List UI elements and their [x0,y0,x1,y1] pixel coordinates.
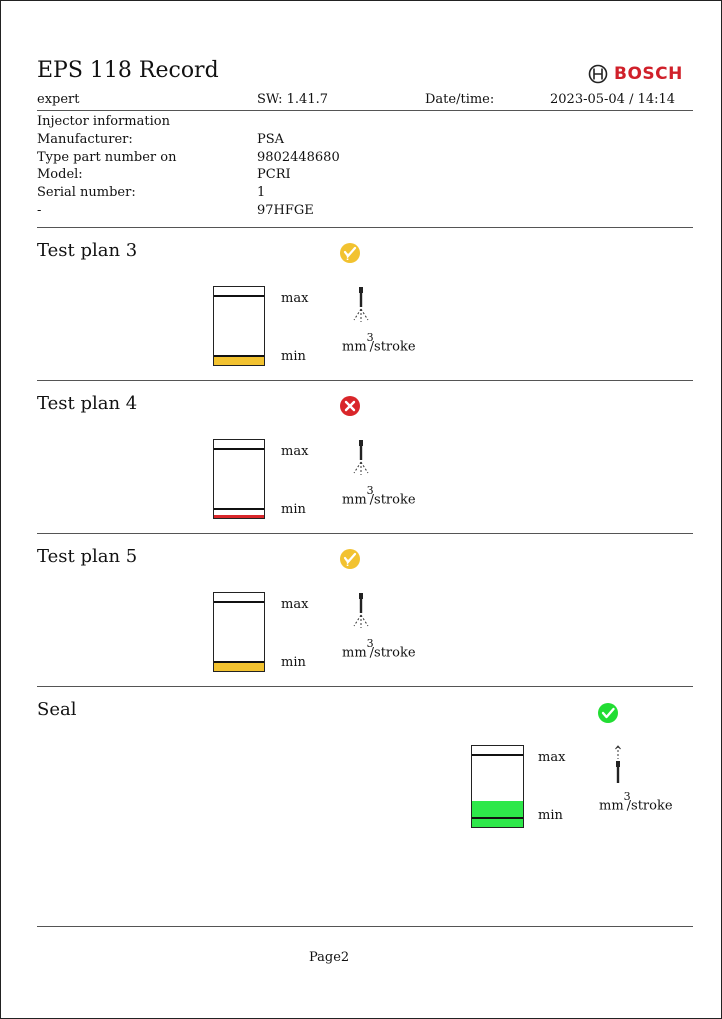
injector-spray-icon [350,592,372,632]
section-divider [37,380,693,381]
injector-value-model: PCRI [257,167,291,182]
gauge-max-line [214,448,264,450]
injector-spray-icon [350,439,372,479]
test-plan-5-title: Test plan 5 [37,546,138,567]
injector-value-serial: 1 [257,185,266,200]
injector-value-manufacturer: PSA [257,132,285,147]
unit-suffix: /stroke [369,339,416,355]
gauge-max-line [472,754,523,756]
brand-logo [588,64,683,84]
brand-name: BOSCH [614,64,683,84]
unit-superscript: 3 [366,637,374,650]
page-number: Page2 [309,950,350,965]
unit-suffix: /stroke [369,492,416,508]
test-plan-4-gauge [213,439,265,519]
unit-superscript: 3 [366,484,374,497]
section-divider [37,686,693,687]
test-plan-5-gauge [213,592,265,672]
pass-check-icon [597,702,619,724]
gauge-max-line [214,601,264,603]
gauge-min-line [214,355,264,357]
svg-text:!: ! [345,559,350,569]
injector-label-code: - [37,203,42,218]
page-title: EPS 118 Record [37,58,219,83]
gauge-max-label: max [538,750,566,765]
gauge-max-label: max [281,444,309,459]
svg-text:!: ! [345,253,350,263]
injector-spray-icon [350,286,372,326]
injector-value-part-number: 9802448680 [257,150,340,165]
gauge-min-label: min [538,808,563,823]
injector-label-model: Model: [37,167,83,182]
gauge-min-label: min [281,655,306,670]
gauge-fill [214,663,264,671]
warning-check-icon [339,548,361,570]
injector-value-code: 97HFGE [257,203,314,218]
unit-label [599,790,673,814]
test-plan-4-title: Test plan 4 [37,393,138,414]
unit-base: mm [599,798,624,814]
injector-heading: Injector information [37,114,170,129]
software-version: SW: 1.41.7 [257,92,328,107]
header-divider [37,110,693,111]
unit-base: mm [342,339,367,355]
datetime-label: Date/time: [425,92,495,107]
unit-base: mm [342,645,367,661]
gauge-min-line [214,661,264,663]
bosch-armature-icon [588,64,608,84]
unit-label [342,484,416,508]
unit-base: mm [342,492,367,508]
gauge-max-line [214,295,264,297]
section-divider [37,533,693,534]
gauge-fill [472,801,523,827]
seal-gauge [471,745,524,828]
gauge-min-line [214,508,264,510]
unit-superscript: 3 [366,331,374,344]
gauge-min-label: min [281,502,306,517]
unit-label [342,637,416,661]
fail-cross-icon [339,395,361,417]
footer-divider [37,926,693,927]
unit-suffix: /stroke [369,645,416,661]
gauge-max-label: max [281,291,309,306]
unit-label [342,331,416,355]
gauge-fill [214,357,264,365]
test-plan-3-gauge [213,286,265,366]
gauge-min-label: min [281,349,306,364]
injector-label-part-number: Type part number on [37,150,177,165]
warning-check-icon [339,242,361,264]
injector-label-serial: Serial number: [37,185,136,200]
datetime-value: 2023-05-04 / 14:14 [550,92,676,107]
mode-label: expert [37,92,80,107]
injector-seal-icon [607,745,629,789]
injector-label-manufacturer: Manufacturer: [37,132,133,147]
gauge-min-line [472,817,523,819]
test-plan-3-title: Test plan 3 [37,240,138,261]
section-divider [37,227,693,228]
gauge-max-label: max [281,597,309,612]
seal-title: Seal [37,699,77,720]
unit-suffix: /stroke [626,798,673,814]
gauge-fill [214,515,264,518]
unit-superscript: 3 [623,790,631,803]
